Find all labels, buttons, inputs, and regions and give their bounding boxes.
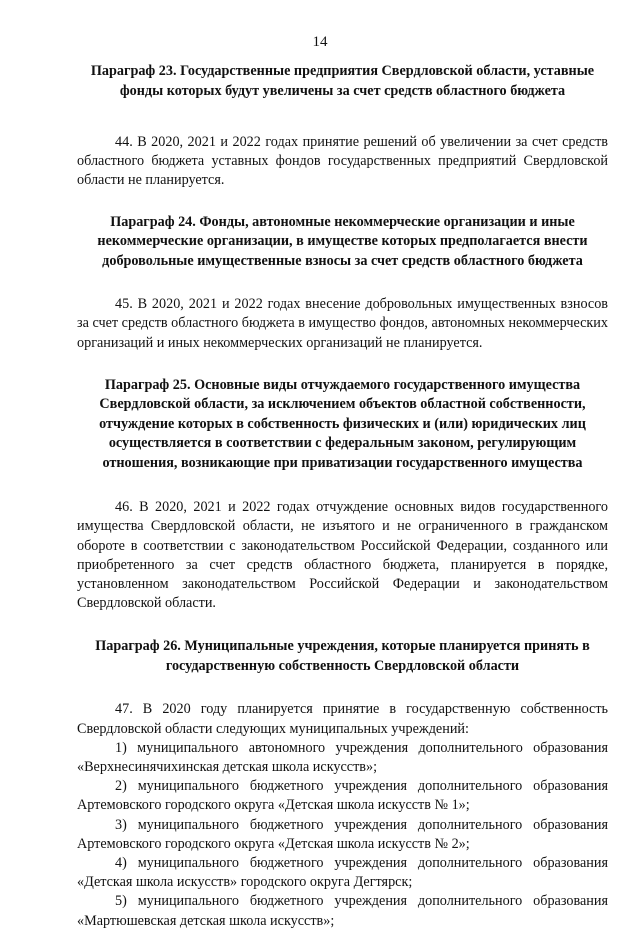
section-heading-23: Параграф 23. Государственные предприятия Свердловской области, уставные фонды которых будут увеличены за счет средств областного бюджета [90, 63, 595, 99]
list-item: 4) муниципального бюджетного учреждения дополнительного образования «Детская школа искусств» городского округа Дегтярск; [77, 855, 608, 891]
page-content [77, 62, 608, 931]
list-item: 1) муниципального автономного учреждения дополнительного образования «Верхнесинячихинская детская школа искусств»; [77, 739, 608, 776]
list-item: 5) муниципального бюджетного учреждения дополнительного образования «Мартюшевская детская школа искусств»; [77, 893, 608, 929]
section-paragraph-47: 47. В 2020 году планируется принятие в государственную собственность Свердловской области следующих муниципальных учреждений: [77, 701, 608, 737]
section-paragraph-44: 44. В 2020, 2021 и 2022 годах принятие решений об увеличении за счет средств областного бюджета уставных фондов государственных предприятий Свердловской области не планируется. [77, 134, 608, 189]
institution-list [77, 739, 608, 931]
section-heading-26: Параграф 26. Муниципальные учреждения, которые планируется принять в государственную собственность Свердловской области [95, 638, 590, 674]
section-heading-24: Параграф 24. Фонды, автономные некоммерческие организации и иные некоммерческие организации, в имуществе которых предполагается внести добровольные имущественные взносы за счет средств областного бюджета [97, 213, 588, 269]
section-paragraph-45: 45. В 2020, 2021 и 2022 годах внесение добровольных имущественных взносов за счет средств областного бюджета в имущество фондов, автономных некоммерческих организаций и иных некоммерческих организаций не планируется. [77, 296, 608, 351]
list-item: 2) муниципального бюджетного учреждения дополнительного образования Артемовского городского округа «Детская школа искусств № 1»; [77, 778, 608, 814]
page-number: 14 [312, 34, 328, 50]
section-heading-25: Параграф 25. Основные виды отчуждаемого государственного имущества Свердловской области, за исключением объектов областной собственности, отчуждение которых в собственность физических и (или) юридических лиц осуществляется в соответствии с федеральным законом, регулирующим отношения, возникающие при приватизации государственного имущества [99, 376, 586, 471]
list-item: 3) муниципального бюджетного учреждения дополнительного образования Артемовского городского округа «Детская школа искусств № 2»; [77, 816, 608, 852]
section-paragraph-46: 46. В 2020, 2021 и 2022 годах отчуждение основных видов государственного имущества Свердловской области, не изъятого и не ограниченного в гражданском обороте в соответствии с законодательством Российской Федерации, созданного или приобретенного за счет средств областного бюджета, планируется в порядке, установленном законодательством Российской Федерации и законодательством Свердловской области. [77, 499, 608, 612]
